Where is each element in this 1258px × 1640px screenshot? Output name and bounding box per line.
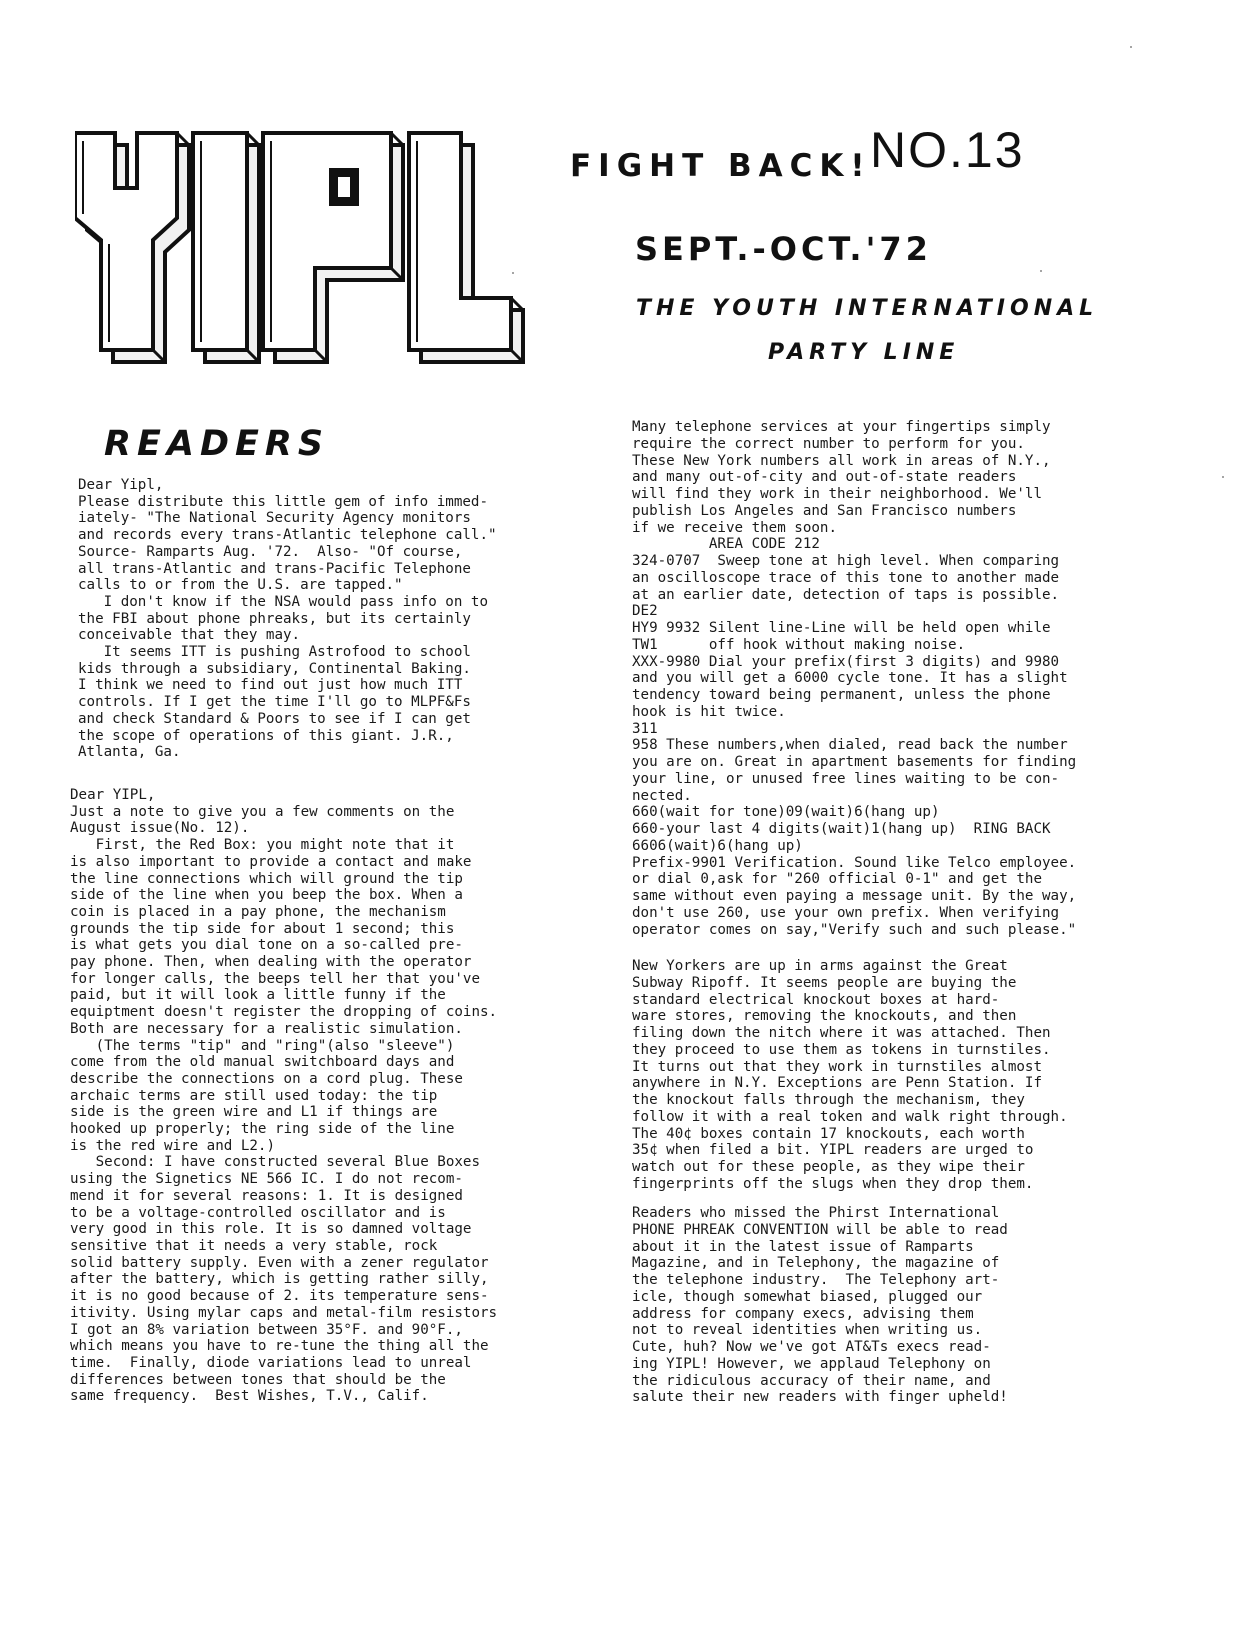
yipl-logo [75, 128, 555, 368]
issue-number: NO.13 [870, 122, 1025, 178]
yipl-logo-graphic [75, 128, 555, 368]
scan-speck [512, 272, 514, 274]
issue-date: SEPT.-OCT.'72 [635, 230, 932, 268]
convention-article: Readers who missed the Phirst International PHONE PHREAK CONVENTION will be able to read about it in the latest issue of Ramparts Magazine, and in Telephony, the magazine of the telephone industry. The Telephony art- icle, though somewhat biased, plugged our address for company execs, advising them not to reveal identities when writing us. Cute, huh? Now we've got AT&Ts execs read- ing YIPL! However, we applaud Telephony on the ridiculous accuracy of their name, and salute their new readers with finger upheld! [632, 1205, 1008, 1406]
subtitle-line-2: PARTY LINE [768, 340, 960, 365]
reader-letter-2: Dear YIPL, Just a note to give you a few comments on the August issue(No. 12). First, the Red Box: you might note that it is also important to provide a contact and make the line connections which will ground the tip side of the line when you beep the box. When a coin is placed in a pay phone, the mechanism grounds the tip side for about 1 second; this is what gets you dial tone on a so-called pre- pay phone. Then, when dealing with the operator for longer calls, the beeps tell her that you've paid, but it will look a little funny if the equiptment doesn't register the dropping of coins. Both are necessary for a realistic simulation. (The terms "tip" and "ring"(also "sleeve") come from the old manual switchboard days and describe the connections on a cord plug. These archaic terms are still used today: the tip side is the green wire and L1 if things are hooked up properly; the ring side of the line is the red wire and L2.) Second: I have constructed several Blue Boxes using the Signetics NE 566 IC. I do not recom- mend it for several reasons: 1. It is designed to be a voltage-controlled oscillator and is very good in this role. It is so damned voltage sensitive that it needs a very stable, rock solid battery supply. Even with a zener regulator after the battery, which is getting rather silly, it is no good because of 2. its temperature sens- itivity. Using mylar caps and metal-film resistors I got an 8% variation between 35°F. and 90°F., which means you have to re-tune the thing all the time. Finally, diode variations lead to unreal differences between tones that should be the same frequency. Best Wishes, T.V., Calif. [70, 787, 498, 1405]
reader-letter-1: Dear Yipl, Please distribute this little gem of info immed- iately- "The National Security Agency monitors and records every trans-Atlantic telephone call." Source- Ramparts Aug. '72. Also- "Of course, all trans-Atlantic and trans-Pacific Telephone calls to or from the U.S. are tapped." I don't know if the NSA would pass info on to the FBI about phone phreaks, but its certainly conceivable that they may. It seems ITT is pushing Astrofood to school kids through a subsidiary, Continental Baking. I think we need to find out just how much ITT controls. If I get the time I'll go to MLPF&Fs and check Standard & Poors to see if I can get the scope of operations of this giant. J.R., Atlanta, Ga. [78, 477, 497, 761]
readers-heading: READERS [104, 424, 330, 464]
scan-speck [1040, 270, 1042, 272]
subtitle-line-1: THE YOUTH INTERNATIONAL [636, 296, 1099, 321]
scan-speck [1222, 476, 1224, 478]
scan-speck [1130, 46, 1132, 48]
fight-back-heading: FIGHT BACK! [570, 148, 872, 184]
phone-numbers-article: Many telephone services at your fingertips simply require the correct number to perform for you. These New York numbers all work in areas of N.Y., and many out-of-city and out-of-state readers will find they work in their neighborhood. We'll publish Los Angeles and San Francisco numbers if we receive them soon. AREA CODE 212 324-0707 Sweep tone at high level. When comparing an oscilloscope trace of this tone to another made at an earlier date, detection of taps is possible. DE2 HY9 9932 Silent line-Line will be held open while TW1 off hook without making noise. XXX-9980 Dial your prefix(first 3 digits) and 9980 and you will get a 6000 cycle tone. It has a slight tendency toward being permanent, unless the phone hook is hit twice. 311 958 These numbers,when dialed, read back the number you are on. Great in apartment basements for finding your line, or unused free lines waiting to be con- nected. 660(wait for tone)09(wait)6(hang up) 660-your last 4 digits(wait)1(hang up) RING BACK 6606(wait)6(hang up) Prefix-9901 Verification. Sound like Telco employee. or dial 0,ask for "260 official 0-1" and get the same without even paying a message unit. By the way, don't use 260, use your own prefix. When verifying operator comes on say,"Verify such and such please." [632, 419, 1077, 938]
subway-ripoff-article: New Yorkers are up in arms against the Great Subway Ripoff. It seems people are buying the standard electrical knockout boxes at hard- ware stores, removing the knockouts, and then filing down the nitch where it was attached. Then they proceed to use them as tokens in turnstiles. It turns out that they work in turnstiles almost anywhere in N.Y. Exceptions are Penn Station. If the knockout falls through the mechanism, they follow it with a real token and walk right through. The 40¢ boxes contain 17 knockouts, each worth 35¢ when filed a bit. YIPL readers are urged to watch out for these people, as they wipe their fingerprints off the slugs when they drop them. [632, 958, 1068, 1192]
